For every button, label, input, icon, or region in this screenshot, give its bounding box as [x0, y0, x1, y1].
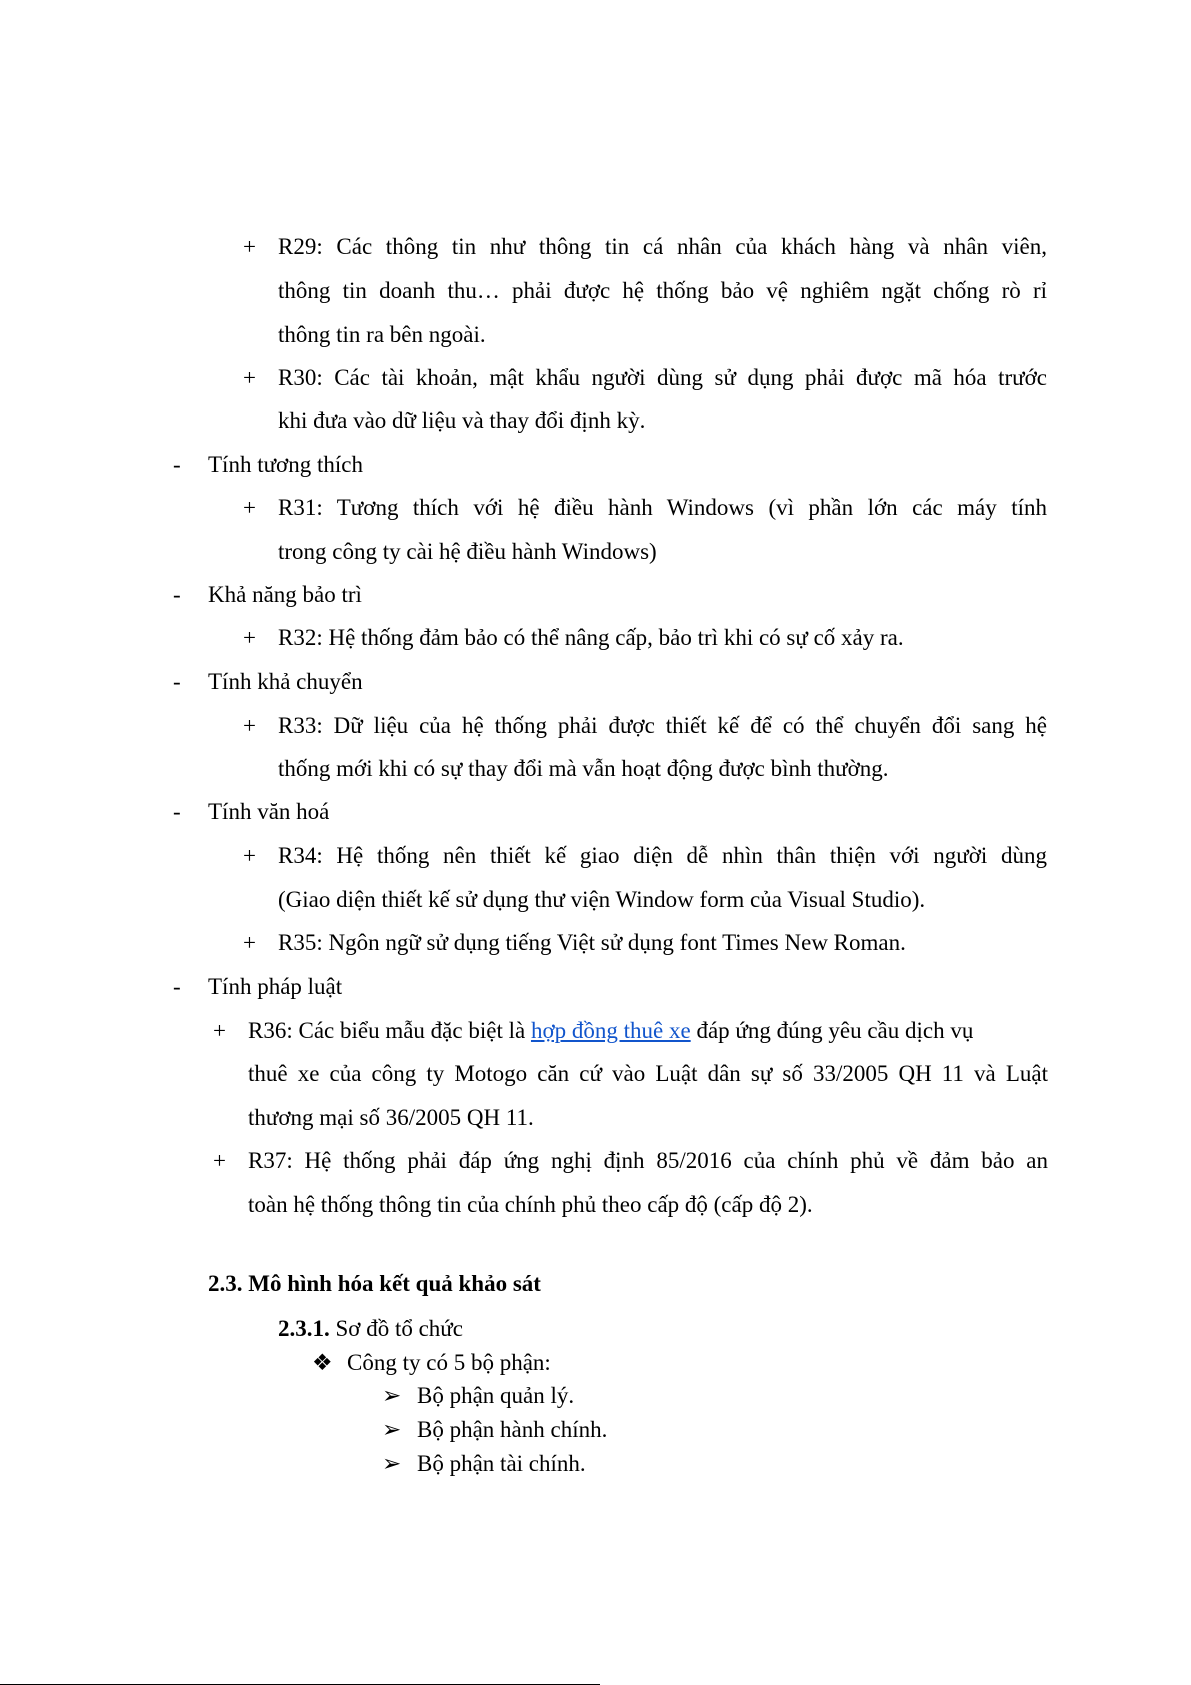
subsection-text: Sơ đồ tổ chức — [329, 1316, 463, 1341]
r31-line-2: trong công ty cài hệ điều hành Windows) — [278, 539, 657, 564]
r29-line-3: thông tin ra bên ngoài. — [278, 322, 486, 347]
section-heading: 2.3. Mô hình hóa kết quả khảo sát — [208, 1271, 541, 1296]
r37-line-1: R37: Hệ thống phải đáp ứng nghị định 85/2016 của chính phủ về đảm bảo an — [248, 1148, 1048, 1173]
r29-line-2: thông tin doanh thu… phải được hệ thống bảo vệ nghiêm ngặt chống rò rỉ — [278, 278, 1047, 303]
arrow-bullet-icon: ➢ — [382, 1383, 402, 1408]
plus-bullet: + — [213, 1148, 226, 1173]
category-compatibility: Tính tương thích — [208, 452, 363, 477]
company-departments-intro: Công ty có 5 bộ phận: — [347, 1350, 551, 1375]
plus-bullet: + — [243, 713, 256, 738]
dash-bullet: - — [173, 669, 181, 694]
category-culture: Tính văn hoá — [208, 799, 330, 824]
subsection-number: 2.3.1. — [278, 1316, 330, 1341]
r33-line-1: R33: Dữ liệu của hệ thống phải được thiết kế để có thể chuyển đổi sang hệ — [278, 713, 1047, 738]
r33-line-2: thống mới khi có sự thay đổi mà vẫn hoạt động được bình thường. — [278, 756, 889, 781]
dash-bullet: - — [173, 974, 181, 999]
plus-bullet: + — [213, 1018, 226, 1043]
r30-line-1: R30: Các tài khoản, mật khẩu người dùng sử dụng phải được mã hóa trước — [278, 365, 1047, 390]
subsection-title — [278, 1314, 463, 1344]
arrow-bullet-icon: ➢ — [382, 1451, 402, 1476]
department-item: Bộ phận tài chính. — [417, 1451, 586, 1476]
dash-bullet: - — [173, 452, 181, 477]
diamond-bullet-icon: ❖ — [312, 1350, 333, 1375]
category-portability: Tính khả chuyển — [208, 669, 363, 694]
r34-line-2: (Giao diện thiết kế sử dụng thư viện Window form của Visual Studio). — [278, 887, 926, 912]
r31-line-1: R31: Tương thích với hệ điều hành Windows (vì phần lớn các máy tính — [278, 495, 1047, 520]
department-item: Bộ phận hành chính. — [417, 1417, 608, 1442]
plus-bullet: + — [243, 365, 256, 390]
plus-bullet: + — [243, 843, 256, 868]
r34-line-1: R34: Hệ thống nên thiết kế giao diện dễ nhìn thân thiện với người dùng — [278, 843, 1047, 868]
plus-bullet: + — [243, 495, 256, 520]
dash-bullet: - — [173, 582, 181, 607]
r36-line-1-after: đáp ứng đúng yêu cầu dịch vụ — [690, 1018, 974, 1043]
dash-bullet: - — [173, 799, 181, 824]
r29-line-1: R29: Các thông tin như thông tin cá nhân của khách hàng và nhân viên, — [278, 234, 1047, 259]
category-maintainability: Khả năng bảo trì — [208, 582, 362, 607]
plus-bullet: + — [243, 625, 256, 650]
rental-contract-link[interactable]: hợp đồng thuê xe — [530, 1018, 691, 1043]
r30-line-2: khi đưa vào dữ liệu và thay đổi định kỳ. — [278, 408, 646, 433]
r37-line-2: toàn hệ thống thông tin của chính phủ theo cấp độ (cấp độ 2). — [248, 1192, 813, 1217]
r36-line-2: thuê xe của công ty Motogo căn cứ vào Luật dân sự số 33/2005 QH 11 và Luật — [248, 1061, 1048, 1086]
arrow-bullet-icon: ➢ — [382, 1417, 402, 1442]
r32-line-1: R32: Hệ thống đảm bảo có thể nâng cấp, bảo trì khi có sự cố xảy ra. — [278, 625, 904, 650]
r36-line-1 — [248, 1016, 973, 1046]
r36-line-1-before: R36: Các biểu mẫu đặc biệt là — [248, 1018, 531, 1043]
plus-bullet: + — [243, 234, 256, 259]
department-item: Bộ phận quản lý. — [417, 1383, 575, 1408]
r36-line-3: thương mại số 36/2005 QH 11. — [248, 1105, 534, 1130]
r35-line-1: R35: Ngôn ngữ sử dụng tiếng Việt sử dụng font Times New Roman. — [278, 930, 906, 955]
category-legal: Tính pháp luật — [208, 974, 343, 999]
plus-bullet: + — [243, 930, 256, 955]
